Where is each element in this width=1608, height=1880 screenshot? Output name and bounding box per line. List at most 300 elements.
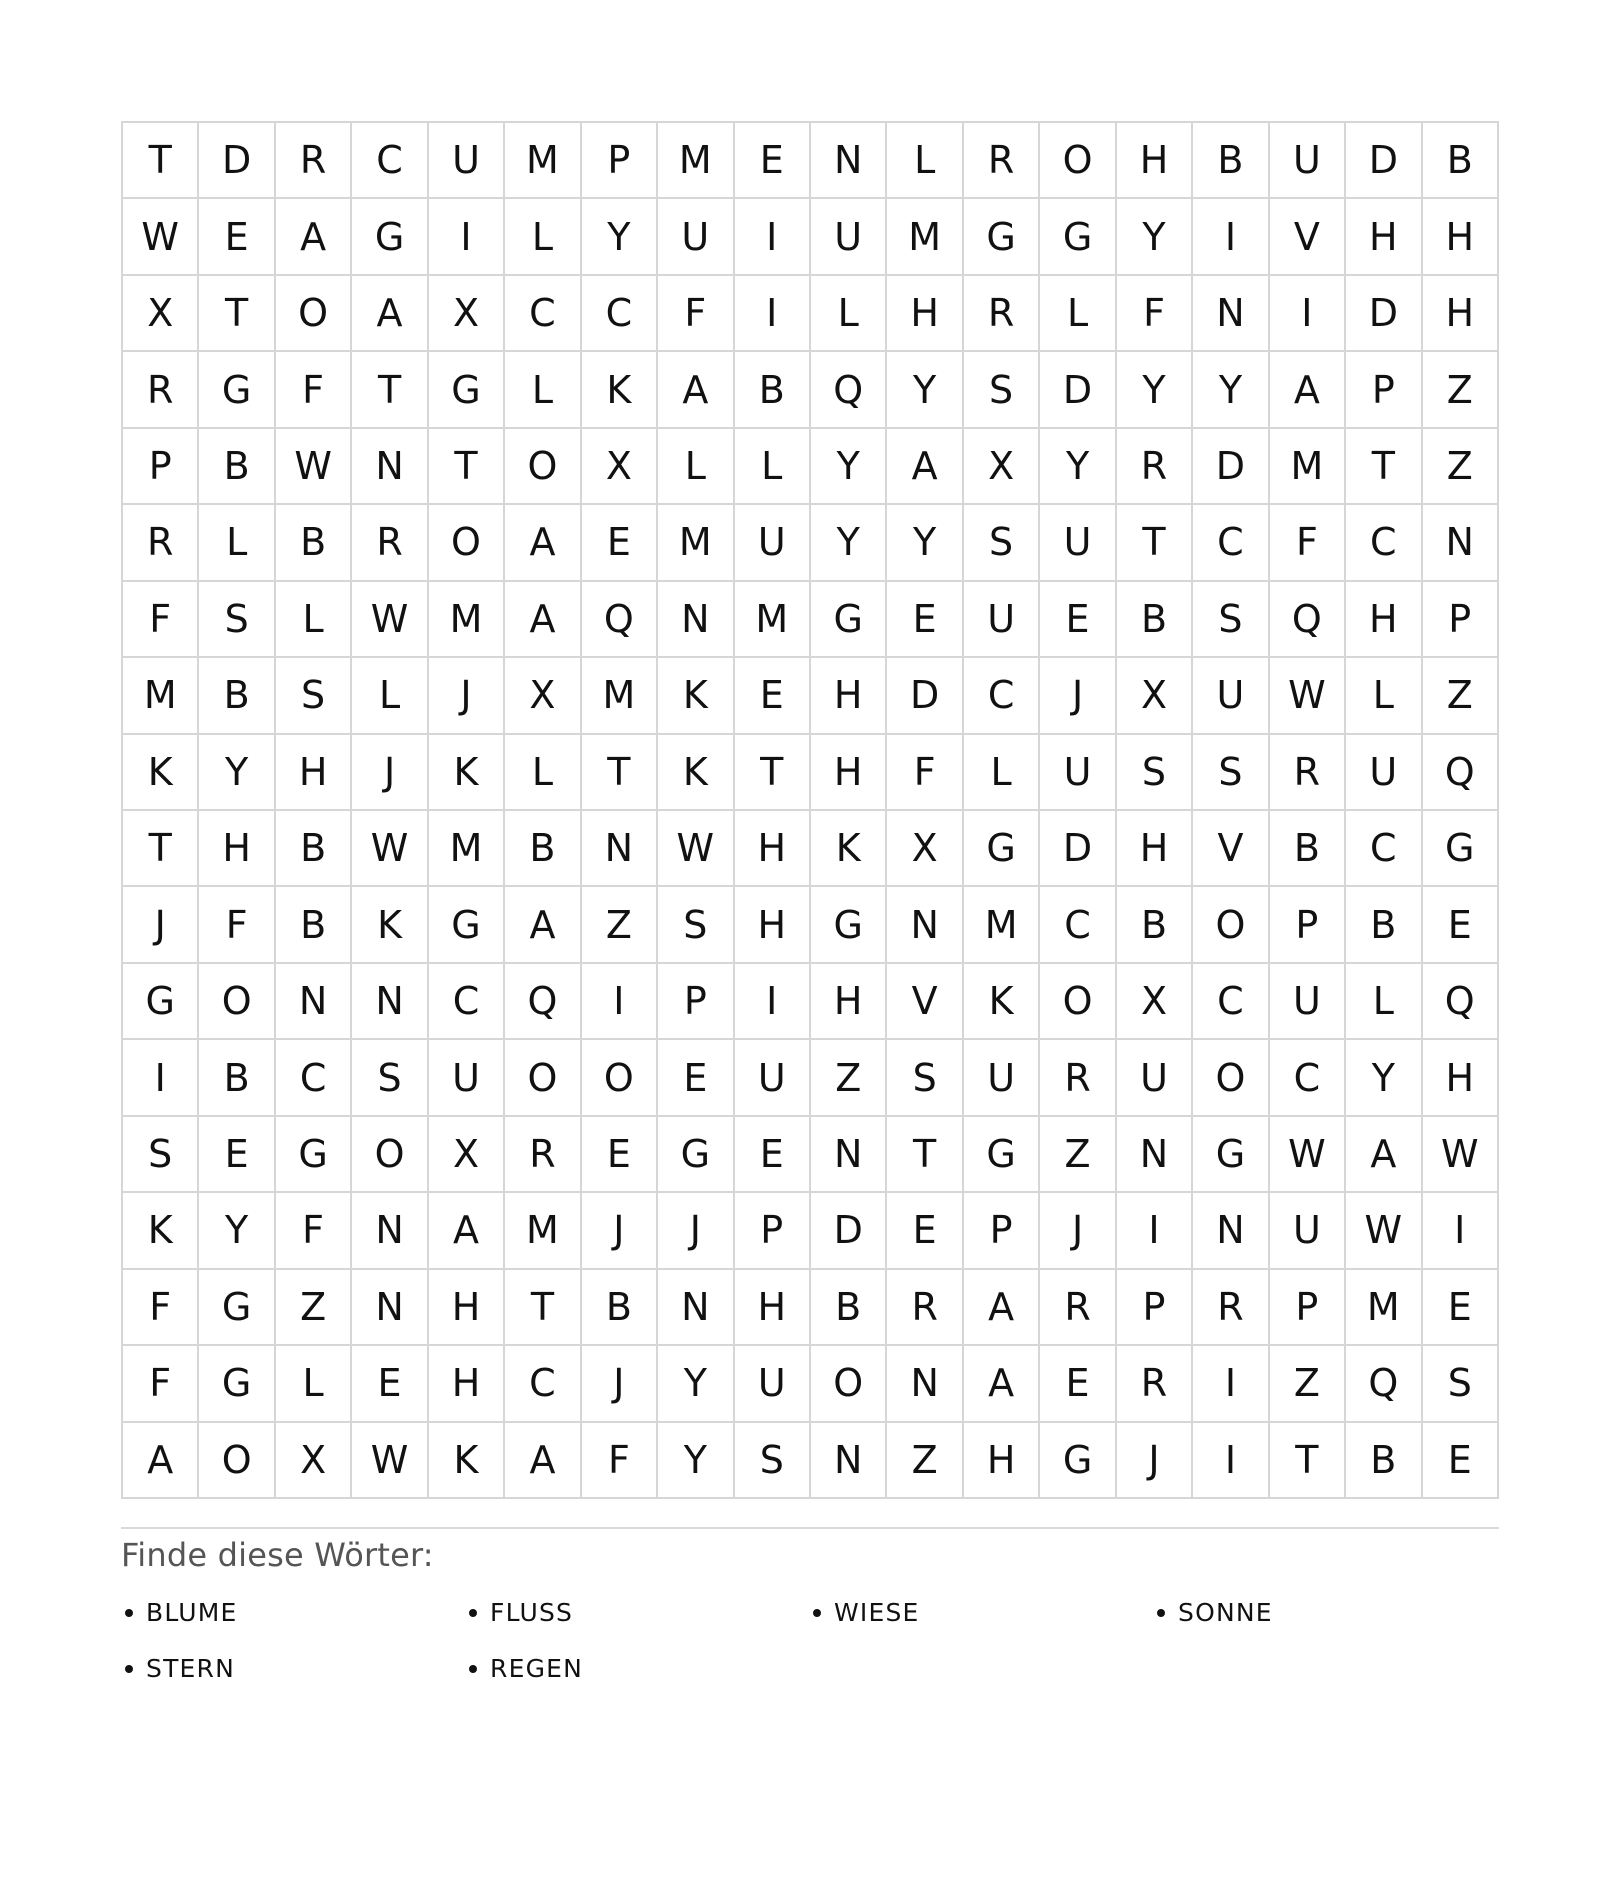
grid-cell[interactable]: W bbox=[1423, 1117, 1499, 1193]
grid-cell[interactable]: U bbox=[1193, 658, 1269, 734]
grid-cell[interactable]: B bbox=[276, 811, 352, 887]
grid-cell[interactable]: K bbox=[964, 964, 1040, 1040]
grid-cell[interactable]: S bbox=[735, 1423, 811, 1499]
grid-cell[interactable]: F bbox=[582, 1423, 658, 1499]
grid-cell[interactable]: S bbox=[964, 505, 1040, 581]
grid-cell[interactable]: W bbox=[1270, 1117, 1346, 1193]
grid-cell[interactable]: C bbox=[1193, 964, 1269, 1040]
grid-cell[interactable]: W bbox=[123, 199, 199, 275]
grid-cell[interactable]: N bbox=[658, 1270, 734, 1346]
grid-cell[interactable]: X bbox=[276, 1423, 352, 1499]
grid-cell[interactable]: S bbox=[352, 1040, 428, 1116]
grid-cell[interactable]: G bbox=[199, 1346, 275, 1422]
grid-cell[interactable]: N bbox=[352, 429, 428, 505]
grid-cell[interactable]: N bbox=[811, 1117, 887, 1193]
grid-cell[interactable]: N bbox=[1193, 276, 1269, 352]
grid-cell[interactable]: H bbox=[887, 276, 963, 352]
grid-cell[interactable]: E bbox=[1040, 1346, 1116, 1422]
grid-cell[interactable]: G bbox=[1040, 199, 1116, 275]
grid-cell[interactable]: H bbox=[811, 735, 887, 811]
grid-cell[interactable]: O bbox=[1040, 123, 1116, 199]
grid-cell[interactable]: A bbox=[276, 199, 352, 275]
grid-cell[interactable]: U bbox=[1040, 505, 1116, 581]
grid-cell[interactable]: X bbox=[505, 658, 581, 734]
grid-cell[interactable]: N bbox=[811, 123, 887, 199]
grid-cell[interactable]: X bbox=[964, 429, 1040, 505]
grid-cell[interactable]: G bbox=[811, 582, 887, 658]
grid-cell[interactable]: O bbox=[429, 505, 505, 581]
grid-cell[interactable]: N bbox=[1117, 1117, 1193, 1193]
grid-cell[interactable]: E bbox=[658, 1040, 734, 1116]
grid-cell[interactable]: I bbox=[735, 276, 811, 352]
grid-cell[interactable]: E bbox=[199, 199, 275, 275]
grid-cell[interactable]: O bbox=[582, 1040, 658, 1116]
grid-cell[interactable]: H bbox=[1346, 582, 1422, 658]
grid-cell[interactable]: H bbox=[1117, 811, 1193, 887]
grid-cell[interactable]: G bbox=[276, 1117, 352, 1193]
grid-cell[interactable]: J bbox=[1117, 1423, 1193, 1499]
grid-cell[interactable]: L bbox=[199, 505, 275, 581]
grid-cell[interactable]: Z bbox=[582, 887, 658, 963]
grid-cell[interactable]: Y bbox=[658, 1346, 734, 1422]
grid-cell[interactable]: J bbox=[123, 887, 199, 963]
grid-cell[interactable]: H bbox=[429, 1270, 505, 1346]
grid-cell[interactable]: M bbox=[887, 199, 963, 275]
grid-cell[interactable]: L bbox=[1346, 964, 1422, 1040]
grid-cell[interactable]: C bbox=[352, 123, 428, 199]
grid-cell[interactable]: U bbox=[735, 505, 811, 581]
grid-cell[interactable]: M bbox=[429, 811, 505, 887]
grid-cell[interactable]: B bbox=[505, 811, 581, 887]
grid-cell[interactable]: S bbox=[199, 582, 275, 658]
grid-cell[interactable]: L bbox=[276, 582, 352, 658]
grid-cell[interactable]: R bbox=[352, 505, 428, 581]
grid-cell[interactable]: O bbox=[1040, 964, 1116, 1040]
grid-cell[interactable]: M bbox=[1346, 1270, 1422, 1346]
grid-cell[interactable]: Y bbox=[1040, 429, 1116, 505]
grid-cell[interactable]: F bbox=[1270, 505, 1346, 581]
grid-cell[interactable]: E bbox=[1423, 887, 1499, 963]
grid-cell[interactable]: L bbox=[887, 123, 963, 199]
grid-cell[interactable]: L bbox=[505, 352, 581, 428]
grid-cell[interactable]: S bbox=[276, 658, 352, 734]
grid-cell[interactable]: E bbox=[1423, 1270, 1499, 1346]
grid-cell[interactable]: E bbox=[582, 1117, 658, 1193]
grid-cell[interactable]: E bbox=[887, 582, 963, 658]
grid-cell[interactable]: H bbox=[811, 658, 887, 734]
grid-cell[interactable]: N bbox=[352, 1270, 428, 1346]
grid-cell[interactable]: J bbox=[1040, 658, 1116, 734]
grid-cell[interactable]: Y bbox=[1346, 1040, 1422, 1116]
grid-cell[interactable]: V bbox=[1270, 199, 1346, 275]
grid-cell[interactable]: D bbox=[1346, 123, 1422, 199]
grid-cell[interactable]: Q bbox=[1423, 735, 1499, 811]
grid-cell[interactable]: D bbox=[199, 123, 275, 199]
grid-cell[interactable]: T bbox=[1346, 429, 1422, 505]
grid-cell[interactable]: L bbox=[811, 276, 887, 352]
grid-cell[interactable]: O bbox=[199, 1423, 275, 1499]
grid-cell[interactable]: B bbox=[811, 1270, 887, 1346]
grid-cell[interactable]: F bbox=[658, 276, 734, 352]
grid-cell[interactable]: Q bbox=[582, 582, 658, 658]
grid-cell[interactable]: P bbox=[1270, 1270, 1346, 1346]
grid-cell[interactable]: F bbox=[123, 1346, 199, 1422]
grid-cell[interactable]: F bbox=[276, 1193, 352, 1269]
grid-cell[interactable]: H bbox=[199, 811, 275, 887]
grid-cell[interactable]: L bbox=[352, 658, 428, 734]
grid-cell[interactable]: H bbox=[276, 735, 352, 811]
grid-cell[interactable]: C bbox=[429, 964, 505, 1040]
grid-cell[interactable]: H bbox=[735, 811, 811, 887]
grid-cell[interactable]: Z bbox=[1423, 658, 1499, 734]
grid-cell[interactable]: O bbox=[276, 276, 352, 352]
grid-cell[interactable]: R bbox=[123, 505, 199, 581]
grid-cell[interactable]: X bbox=[582, 429, 658, 505]
grid-cell[interactable]: Z bbox=[1423, 352, 1499, 428]
grid-cell[interactable]: L bbox=[735, 429, 811, 505]
grid-cell[interactable]: J bbox=[429, 658, 505, 734]
grid-cell[interactable]: L bbox=[505, 735, 581, 811]
grid-cell[interactable]: H bbox=[1423, 276, 1499, 352]
grid-cell[interactable]: M bbox=[735, 582, 811, 658]
grid-cell[interactable]: J bbox=[658, 1193, 734, 1269]
grid-cell[interactable]: O bbox=[199, 964, 275, 1040]
grid-cell[interactable]: P bbox=[735, 1193, 811, 1269]
grid-cell[interactable]: X bbox=[1117, 964, 1193, 1040]
grid-cell[interactable]: N bbox=[1423, 505, 1499, 581]
grid-cell[interactable]: T bbox=[123, 811, 199, 887]
grid-cell[interactable]: Y bbox=[887, 505, 963, 581]
grid-cell[interactable]: M bbox=[505, 123, 581, 199]
grid-cell[interactable]: C bbox=[1346, 811, 1422, 887]
grid-cell[interactable]: E bbox=[199, 1117, 275, 1193]
grid-cell[interactable]: Y bbox=[1117, 199, 1193, 275]
grid-cell[interactable]: I bbox=[735, 964, 811, 1040]
grid-cell[interactable]: Y bbox=[199, 1193, 275, 1269]
grid-cell[interactable]: G bbox=[123, 964, 199, 1040]
grid-cell[interactable]: H bbox=[429, 1346, 505, 1422]
grid-cell[interactable]: V bbox=[887, 964, 963, 1040]
grid-cell[interactable]: Q bbox=[1423, 964, 1499, 1040]
grid-cell[interactable]: B bbox=[276, 505, 352, 581]
grid-cell[interactable]: X bbox=[887, 811, 963, 887]
grid-cell[interactable]: S bbox=[658, 887, 734, 963]
grid-cell[interactable]: B bbox=[199, 658, 275, 734]
grid-cell[interactable]: H bbox=[735, 887, 811, 963]
grid-cell[interactable]: L bbox=[1040, 276, 1116, 352]
grid-cell[interactable]: F bbox=[276, 352, 352, 428]
grid-cell[interactable]: R bbox=[1117, 429, 1193, 505]
grid-cell[interactable]: L bbox=[505, 199, 581, 275]
grid-cell[interactable]: Y bbox=[1193, 352, 1269, 428]
grid-cell[interactable]: B bbox=[276, 887, 352, 963]
grid-cell[interactable]: I bbox=[1423, 1193, 1499, 1269]
grid-cell[interactable]: C bbox=[1193, 505, 1269, 581]
grid-cell[interactable]: B bbox=[1423, 123, 1499, 199]
grid-cell[interactable]: D bbox=[1040, 811, 1116, 887]
grid-cell[interactable]: D bbox=[887, 658, 963, 734]
grid-cell[interactable]: K bbox=[352, 887, 428, 963]
grid-cell[interactable]: X bbox=[123, 276, 199, 352]
grid-cell[interactable]: M bbox=[582, 658, 658, 734]
grid-cell[interactable]: P bbox=[658, 964, 734, 1040]
grid-cell[interactable]: H bbox=[1117, 123, 1193, 199]
grid-cell[interactable]: M bbox=[505, 1193, 581, 1269]
grid-cell[interactable]: R bbox=[1117, 1346, 1193, 1422]
grid-cell[interactable]: L bbox=[658, 429, 734, 505]
grid-cell[interactable]: O bbox=[352, 1117, 428, 1193]
grid-cell[interactable]: R bbox=[964, 123, 1040, 199]
grid-cell[interactable]: Q bbox=[1346, 1346, 1422, 1422]
grid-cell[interactable]: J bbox=[352, 735, 428, 811]
grid-cell[interactable]: A bbox=[505, 582, 581, 658]
grid-cell[interactable]: T bbox=[199, 276, 275, 352]
grid-cell[interactable]: Z bbox=[276, 1270, 352, 1346]
grid-cell[interactable]: C bbox=[582, 276, 658, 352]
grid-cell[interactable]: U bbox=[1040, 735, 1116, 811]
grid-cell[interactable]: P bbox=[582, 123, 658, 199]
grid-cell[interactable]: Z bbox=[1423, 429, 1499, 505]
grid-cell[interactable]: J bbox=[1040, 1193, 1116, 1269]
grid-cell[interactable]: B bbox=[1193, 123, 1269, 199]
grid-cell[interactable]: Y bbox=[658, 1423, 734, 1499]
grid-cell[interactable]: Y bbox=[1117, 352, 1193, 428]
grid-cell[interactable]: W bbox=[1346, 1193, 1422, 1269]
grid-cell[interactable]: E bbox=[735, 1117, 811, 1193]
grid-cell[interactable]: H bbox=[1346, 199, 1422, 275]
grid-cell[interactable]: I bbox=[1117, 1193, 1193, 1269]
grid-cell[interactable]: X bbox=[429, 1117, 505, 1193]
grid-cell[interactable]: S bbox=[887, 1040, 963, 1116]
grid-cell[interactable]: O bbox=[1193, 887, 1269, 963]
grid-cell[interactable]: R bbox=[505, 1117, 581, 1193]
grid-cell[interactable]: I bbox=[429, 199, 505, 275]
grid-cell[interactable]: A bbox=[964, 1346, 1040, 1422]
grid-cell[interactable]: O bbox=[1193, 1040, 1269, 1116]
grid-cell[interactable]: S bbox=[123, 1117, 199, 1193]
grid-cell[interactable]: I bbox=[1270, 276, 1346, 352]
grid-cell[interactable]: G bbox=[199, 1270, 275, 1346]
grid-cell[interactable]: S bbox=[1423, 1346, 1499, 1422]
grid-cell[interactable]: T bbox=[887, 1117, 963, 1193]
grid-cell[interactable]: J bbox=[582, 1346, 658, 1422]
grid-cell[interactable]: U bbox=[1270, 1193, 1346, 1269]
grid-cell[interactable]: M bbox=[658, 123, 734, 199]
grid-cell[interactable]: Z bbox=[1270, 1346, 1346, 1422]
grid-cell[interactable]: D bbox=[1346, 276, 1422, 352]
grid-cell[interactable]: W bbox=[276, 429, 352, 505]
grid-cell[interactable]: B bbox=[582, 1270, 658, 1346]
grid-cell[interactable]: A bbox=[352, 276, 428, 352]
grid-cell[interactable]: W bbox=[658, 811, 734, 887]
grid-cell[interactable]: Y bbox=[199, 735, 275, 811]
grid-cell[interactable]: G bbox=[1040, 1423, 1116, 1499]
grid-cell[interactable]: M bbox=[1270, 429, 1346, 505]
grid-cell[interactable]: N bbox=[352, 964, 428, 1040]
grid-cell[interactable]: F bbox=[199, 887, 275, 963]
grid-cell[interactable]: T bbox=[429, 429, 505, 505]
grid-cell[interactable]: K bbox=[658, 658, 734, 734]
grid-cell[interactable]: T bbox=[352, 352, 428, 428]
grid-cell[interactable]: U bbox=[735, 1040, 811, 1116]
grid-cell[interactable]: R bbox=[1193, 1270, 1269, 1346]
grid-cell[interactable]: A bbox=[505, 887, 581, 963]
grid-cell[interactable]: N bbox=[887, 1346, 963, 1422]
grid-cell[interactable]: K bbox=[811, 811, 887, 887]
grid-cell[interactable]: E bbox=[887, 1193, 963, 1269]
grid-cell[interactable]: G bbox=[429, 887, 505, 963]
grid-cell[interactable]: I bbox=[123, 1040, 199, 1116]
grid-cell[interactable]: P bbox=[1270, 887, 1346, 963]
grid-cell[interactable]: E bbox=[1423, 1423, 1499, 1499]
grid-cell[interactable]: A bbox=[964, 1270, 1040, 1346]
grid-cell[interactable]: N bbox=[658, 582, 734, 658]
grid-cell[interactable]: N bbox=[887, 887, 963, 963]
grid-cell[interactable]: X bbox=[1117, 658, 1193, 734]
grid-cell[interactable]: E bbox=[582, 505, 658, 581]
grid-cell[interactable]: D bbox=[1040, 352, 1116, 428]
grid-cell[interactable]: O bbox=[505, 429, 581, 505]
grid-cell[interactable]: I bbox=[582, 964, 658, 1040]
grid-cell[interactable]: I bbox=[735, 199, 811, 275]
grid-cell[interactable]: G bbox=[1193, 1117, 1269, 1193]
grid-cell[interactable]: W bbox=[1270, 658, 1346, 734]
grid-cell[interactable]: K bbox=[123, 735, 199, 811]
grid-cell[interactable]: G bbox=[964, 811, 1040, 887]
grid-cell[interactable]: E bbox=[1040, 582, 1116, 658]
grid-cell[interactable]: U bbox=[1270, 123, 1346, 199]
grid-cell[interactable]: H bbox=[964, 1423, 1040, 1499]
grid-cell[interactable]: E bbox=[735, 658, 811, 734]
grid-cell[interactable]: R bbox=[1040, 1040, 1116, 1116]
grid-cell[interactable]: D bbox=[811, 1193, 887, 1269]
grid-cell[interactable]: A bbox=[505, 505, 581, 581]
grid-cell[interactable]: G bbox=[199, 352, 275, 428]
grid-cell[interactable]: F bbox=[123, 1270, 199, 1346]
grid-cell[interactable]: P bbox=[123, 429, 199, 505]
grid-cell[interactable]: K bbox=[123, 1193, 199, 1269]
grid-cell[interactable]: N bbox=[582, 811, 658, 887]
grid-cell[interactable]: G bbox=[811, 887, 887, 963]
grid-cell[interactable]: B bbox=[199, 1040, 275, 1116]
grid-cell[interactable]: U bbox=[658, 199, 734, 275]
grid-cell[interactable]: T bbox=[735, 735, 811, 811]
grid-cell[interactable]: R bbox=[964, 276, 1040, 352]
grid-cell[interactable]: U bbox=[1270, 964, 1346, 1040]
grid-cell[interactable]: U bbox=[735, 1346, 811, 1422]
grid-cell[interactable]: Q bbox=[1270, 582, 1346, 658]
grid-cell[interactable]: C bbox=[276, 1040, 352, 1116]
grid-cell[interactable]: B bbox=[199, 429, 275, 505]
grid-cell[interactable]: B bbox=[735, 352, 811, 428]
grid-cell[interactable]: B bbox=[1117, 887, 1193, 963]
grid-cell[interactable]: A bbox=[887, 429, 963, 505]
grid-cell[interactable]: E bbox=[352, 1346, 428, 1422]
grid-cell[interactable]: W bbox=[352, 811, 428, 887]
grid-cell[interactable]: Z bbox=[811, 1040, 887, 1116]
grid-cell[interactable]: S bbox=[1193, 582, 1269, 658]
grid-cell[interactable]: U bbox=[429, 1040, 505, 1116]
grid-cell[interactable]: J bbox=[582, 1193, 658, 1269]
grid-cell[interactable]: O bbox=[811, 1346, 887, 1422]
grid-cell[interactable]: G bbox=[658, 1117, 734, 1193]
grid-cell[interactable]: Z bbox=[887, 1423, 963, 1499]
grid-cell[interactable]: Q bbox=[811, 352, 887, 428]
grid-cell[interactable]: H bbox=[1423, 199, 1499, 275]
grid-cell[interactable]: A bbox=[658, 352, 734, 428]
grid-cell[interactable]: K bbox=[582, 352, 658, 428]
grid-cell[interactable]: I bbox=[1193, 1423, 1269, 1499]
grid-cell[interactable]: G bbox=[429, 352, 505, 428]
grid-cell[interactable]: R bbox=[276, 123, 352, 199]
grid-cell[interactable]: A bbox=[1270, 352, 1346, 428]
grid-cell[interactable]: Z bbox=[1040, 1117, 1116, 1193]
grid-cell[interactable]: T bbox=[123, 123, 199, 199]
grid-cell[interactable]: G bbox=[964, 1117, 1040, 1193]
grid-cell[interactable]: A bbox=[429, 1193, 505, 1269]
grid-cell[interactable]: M bbox=[964, 887, 1040, 963]
grid-cell[interactable]: Y bbox=[811, 429, 887, 505]
grid-cell[interactable]: A bbox=[123, 1423, 199, 1499]
grid-cell[interactable]: Y bbox=[887, 352, 963, 428]
grid-cell[interactable]: H bbox=[1423, 1040, 1499, 1116]
grid-cell[interactable]: C bbox=[1040, 887, 1116, 963]
grid-cell[interactable]: G bbox=[964, 199, 1040, 275]
grid-cell[interactable]: F bbox=[887, 735, 963, 811]
grid-cell[interactable]: B bbox=[1346, 1423, 1422, 1499]
grid-cell[interactable]: K bbox=[658, 735, 734, 811]
grid-cell[interactable]: G bbox=[352, 199, 428, 275]
grid-cell[interactable]: P bbox=[964, 1193, 1040, 1269]
grid-cell[interactable]: L bbox=[276, 1346, 352, 1422]
grid-cell[interactable]: F bbox=[1117, 276, 1193, 352]
grid-cell[interactable]: S bbox=[1193, 735, 1269, 811]
grid-cell[interactable]: S bbox=[964, 352, 1040, 428]
grid-cell[interactable]: S bbox=[1117, 735, 1193, 811]
grid-cell[interactable]: A bbox=[1346, 1117, 1422, 1193]
grid-cell[interactable]: T bbox=[1270, 1423, 1346, 1499]
grid-cell[interactable]: M bbox=[429, 582, 505, 658]
grid-cell[interactable]: U bbox=[964, 1040, 1040, 1116]
grid-cell[interactable]: V bbox=[1193, 811, 1269, 887]
grid-cell[interactable]: U bbox=[429, 123, 505, 199]
grid-cell[interactable]: B bbox=[1117, 582, 1193, 658]
grid-cell[interactable]: C bbox=[505, 276, 581, 352]
grid-cell[interactable]: W bbox=[352, 582, 428, 658]
grid-cell[interactable]: T bbox=[1117, 505, 1193, 581]
grid-cell[interactable]: A bbox=[505, 1423, 581, 1499]
grid-cell[interactable]: X bbox=[429, 276, 505, 352]
grid-cell[interactable]: O bbox=[505, 1040, 581, 1116]
grid-cell[interactable]: C bbox=[1270, 1040, 1346, 1116]
grid-cell[interactable]: C bbox=[505, 1346, 581, 1422]
grid-cell[interactable]: Y bbox=[811, 505, 887, 581]
grid-cell[interactable]: F bbox=[123, 582, 199, 658]
grid-cell[interactable]: U bbox=[1117, 1040, 1193, 1116]
grid-cell[interactable]: I bbox=[1193, 199, 1269, 275]
grid-cell[interactable]: E bbox=[735, 123, 811, 199]
grid-cell[interactable]: M bbox=[658, 505, 734, 581]
grid-cell[interactable]: R bbox=[1040, 1270, 1116, 1346]
grid-cell[interactable]: L bbox=[964, 735, 1040, 811]
grid-cell[interactable]: K bbox=[429, 1423, 505, 1499]
grid-cell[interactable]: R bbox=[1270, 735, 1346, 811]
grid-cell[interactable]: R bbox=[123, 352, 199, 428]
grid-cell[interactable]: B bbox=[1346, 887, 1422, 963]
grid-cell[interactable]: I bbox=[1193, 1346, 1269, 1422]
grid-cell[interactable]: P bbox=[1117, 1270, 1193, 1346]
grid-cell[interactable]: Y bbox=[582, 199, 658, 275]
